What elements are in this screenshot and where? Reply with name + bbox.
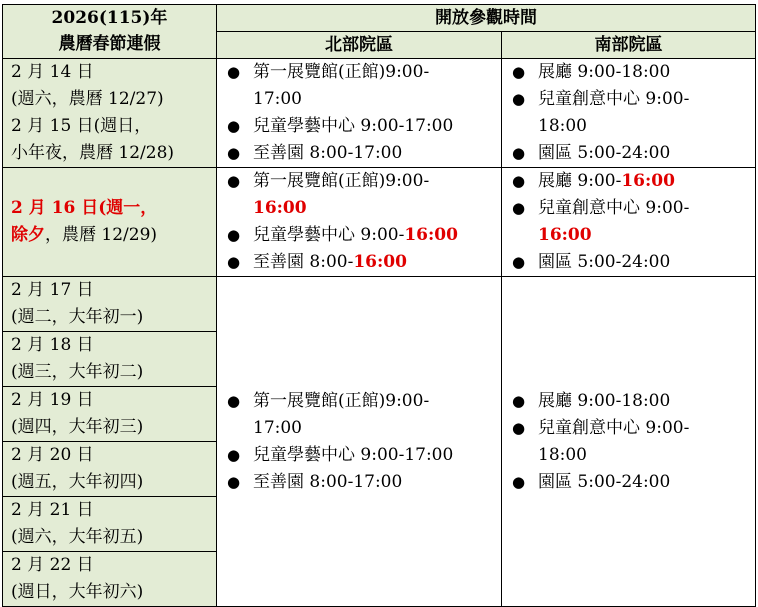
date-line: 2 月 19 日 xyxy=(11,390,94,410)
date-eve: 2 月 16 日(週一， xyxy=(11,198,158,218)
date-line: (週二，大年初一) xyxy=(11,307,144,327)
list-item: ● 展廳 9:00-18:00 xyxy=(508,59,749,86)
north-hours-cell xyxy=(217,168,502,277)
south-campus-header: 南部院區 xyxy=(502,32,756,59)
date-cell xyxy=(3,552,217,607)
south-hours-cell xyxy=(502,277,756,607)
list-item: ● 第一展覽館(正館)9:00- 16:00 xyxy=(223,168,495,222)
table-row xyxy=(3,168,756,277)
holiday-header-year: 2026(115)年 xyxy=(51,8,168,28)
date-line: (週五，大年初四) xyxy=(11,472,144,492)
list-item: ● 兒童學藝中心 9:00-17:00 xyxy=(223,442,495,469)
table-row xyxy=(3,59,756,168)
list-item: ● 兒童創意中心 9:00- 18:00 xyxy=(508,86,749,140)
list-item: ● 展廳 9:00-16:00 xyxy=(508,168,749,195)
south-hours-cell xyxy=(502,168,756,277)
date-line: 小年夜，農曆 12/28) xyxy=(11,143,175,163)
south-hours-cell xyxy=(502,59,756,168)
holiday-header xyxy=(3,5,217,59)
date-cell-eve xyxy=(3,168,217,277)
list-item: ● 兒童學藝中心 9:00-17:00 xyxy=(223,113,495,140)
date-cell xyxy=(3,332,217,387)
opening-hours-header: 開放參觀時間 xyxy=(217,5,756,32)
date-cell xyxy=(3,442,217,497)
date-cell xyxy=(3,497,217,552)
date-line: 2 月 17 日 xyxy=(11,280,94,300)
date-cell xyxy=(3,387,217,442)
date-cell xyxy=(3,59,217,168)
table-row xyxy=(3,277,756,332)
date-cell xyxy=(3,277,217,332)
date-line: (週四，大年初三) xyxy=(11,417,144,437)
lunar-date: ，農曆 12/29) xyxy=(45,225,158,245)
eve-label: 除夕 xyxy=(11,225,45,245)
date-line: (週日，大年初六) xyxy=(11,582,144,602)
list-item: ● 至善園 8:00-16:00 xyxy=(223,249,495,276)
list-item: ● 至善園 8:00-17:00 xyxy=(223,140,495,167)
list-item: ● 兒童創意中心 9:00- 18:00 xyxy=(508,415,749,469)
list-item: ● 園區 5:00-24:00 xyxy=(508,140,749,167)
north-campus-header: 北部院區 xyxy=(217,32,502,59)
date-line: 2 月 21 日 xyxy=(11,500,94,520)
date-line: 2 月 22 日 xyxy=(11,555,94,575)
date-line: 2 月 20 日 xyxy=(11,445,94,465)
date-line: 2 月 15 日(週日， xyxy=(11,116,152,136)
list-item: ● 兒童學藝中心 9:00-16:00 xyxy=(223,222,495,249)
date-line: 2 月 14 日 xyxy=(11,62,94,82)
date-line: (週六，農曆 12/27) xyxy=(11,89,164,109)
list-item: ● 園區 5:00-24:00 xyxy=(508,249,749,276)
list-item: ● 第一展覽館(正館)9:00- 17:00 xyxy=(223,59,495,113)
north-hours-cell xyxy=(217,277,502,607)
opening-hours-table xyxy=(2,4,756,607)
list-item: ● 兒童創意中心 9:00- 16:00 xyxy=(508,195,749,249)
date-line: 2 月 18 日 xyxy=(11,335,94,355)
holiday-header-title: 農曆春節連假 xyxy=(58,34,161,54)
list-item: ● 園區 5:00-24:00 xyxy=(508,469,749,496)
north-hours-cell xyxy=(217,59,502,168)
list-item: ● 展廳 9:00-18:00 xyxy=(508,388,749,415)
list-item: ● 第一展覽館(正館)9:00- 17:00 xyxy=(223,388,495,442)
date-line: (週三，大年初二) xyxy=(11,362,144,382)
date-line: (週六，大年初五) xyxy=(11,527,144,547)
list-item: ● 至善園 8:00-17:00 xyxy=(223,469,495,496)
